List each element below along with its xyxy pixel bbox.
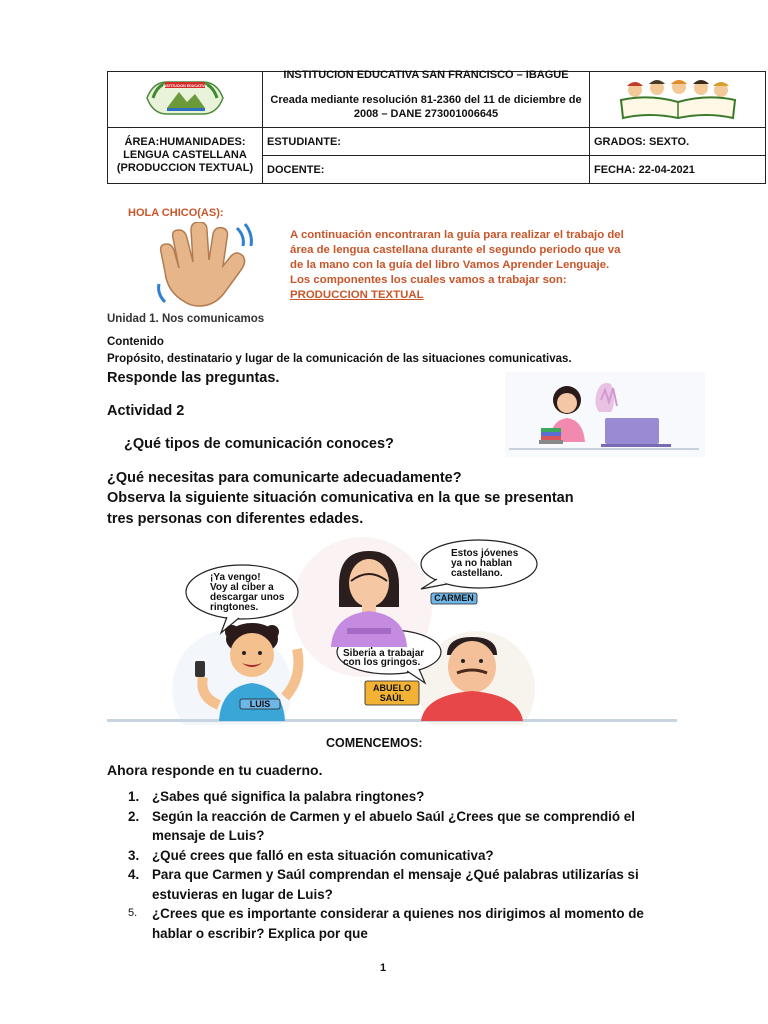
activity-title: Actividad 2 xyxy=(107,403,185,419)
svg-text:Siberia a trabajar: Siberia a trabajar xyxy=(343,648,425,659)
school-logo-icon xyxy=(143,76,227,120)
list-item: 1. ¿Sabes qué significa la palabra ringtones? xyxy=(128,789,425,804)
svg-text:SAÚL: SAÚL xyxy=(379,693,405,703)
luis-name-tag xyxy=(240,699,280,709)
school-logo-cell xyxy=(108,72,263,128)
teacher-field[interactable]: DOCENTE: xyxy=(263,156,590,184)
kids-reading-book-icon xyxy=(613,76,743,120)
svg-text:INSTITUCION EDUCATIVA: INSTITUCION EDUCATIVA xyxy=(162,84,208,88)
header-table xyxy=(107,68,746,183)
svg-text:ABUELO: ABUELO xyxy=(373,683,411,693)
girl-laptop-illustration xyxy=(505,372,705,457)
notebook-instruction: Ahora responde en tu cuaderno. xyxy=(107,762,323,778)
svg-text:CARMEN: CARMEN xyxy=(434,593,474,603)
reading-kids-cell xyxy=(590,72,766,128)
svg-text:LUIS: LUIS xyxy=(249,699,271,709)
svg-text:castellano.: castellano. xyxy=(451,568,503,579)
unit-title: Unidad 1. Nos comunicamos xyxy=(107,313,265,325)
greeting-title: HOLA CHICO(AS): xyxy=(128,207,224,219)
answer-instruction: Responde las preguntas. xyxy=(107,370,280,386)
question-needs: ¿Qué necesitas para comunicarte adecuadamente? xyxy=(107,470,462,486)
saul-name-tag xyxy=(365,681,419,705)
svg-text:con los gringos.: con los gringos. xyxy=(343,657,421,668)
subject-name: LENGUA CASTELLANA xyxy=(123,149,247,161)
institution-name: INSTITUCION EDUCATIVA SAN FRANCISCO – IBAGUE xyxy=(283,68,569,81)
question-list xyxy=(128,787,648,943)
subject-component: (PRODUCCION TEXTUAL) xyxy=(116,162,254,174)
resolution-text: Creada mediante resolución 81-2360 del 11 de diciembre de 2008 – DANE 273001006645 xyxy=(270,93,582,120)
area-cell xyxy=(108,128,263,184)
area-label: ÁREA:HUMANIDADES: xyxy=(124,136,246,148)
list-item: 4. Para que Carmen y Saúl comprendan el mensaje ¿Qué palabras utilizarías si estuvieras en lugar de Luis? xyxy=(128,867,639,902)
observe-text-1: Observa la siguiente situación comunicativa en la que se presentan xyxy=(107,490,574,506)
production-link[interactable]: PRODUCCION TEXTUAL xyxy=(290,289,424,301)
svg-text:ringtones.: ringtones. xyxy=(210,602,259,613)
carmen-speech-bubble xyxy=(421,540,537,589)
page-number: 1 xyxy=(380,962,387,974)
date-label: FECHA: 22-04-2021 xyxy=(590,156,766,184)
start-heading: COMENCEMOS: xyxy=(326,736,423,750)
svg-text:descargar unos: descargar unos xyxy=(210,592,285,603)
waving-hand-icon xyxy=(155,222,255,308)
svg-text:Estos jóvenes: Estos jóvenes xyxy=(451,548,519,559)
institution-cell xyxy=(263,68,590,128)
question-types: ¿Qué tipos de comunicación conoces? xyxy=(124,436,394,452)
svg-text:¡Ya vengo!: ¡Ya vengo! xyxy=(210,572,261,583)
purpose-text: Propósito, destinatario y lugar de la comunicación de las situaciones comunicativas. xyxy=(107,353,572,365)
carmen-name-tag xyxy=(431,593,477,604)
list-item: 5. ¿Crees que es importante considerar a quienes nos dirigimos al momento de hablar o escribir? Explica por que xyxy=(128,906,644,941)
content-heading: Contenido xyxy=(107,336,164,348)
list-item: 3. ¿Qué crees que falló en esta situación comunicativa? xyxy=(128,847,494,863)
list-item: 2. Según la reacción de Carmen y el abuelo Saúl ¿Crees que se comprendió el mensaje de Luis? xyxy=(128,808,635,843)
student-field[interactable]: ESTUDIANTE: xyxy=(263,128,590,156)
intro-text: A continuación encontraran la guía para realizar el trabajo del área de lengua castellana durante el segundo periodo que va de la mano con la guía del libro Vamos Aprender Lenguaje. Los componentes los cuales vamos a trabajar son: PRODUCCION TEXTUAL xyxy=(290,229,624,301)
svg-text:ya no hablan: ya no hablan xyxy=(451,558,513,569)
grade-label: GRADOS: SEXTO. xyxy=(590,128,766,156)
svg-text:Voy al ciber a: Voy al ciber a xyxy=(210,582,274,593)
observe-text-2: tres personas con diferentes edades. xyxy=(107,511,364,527)
communication-scene xyxy=(107,537,677,725)
